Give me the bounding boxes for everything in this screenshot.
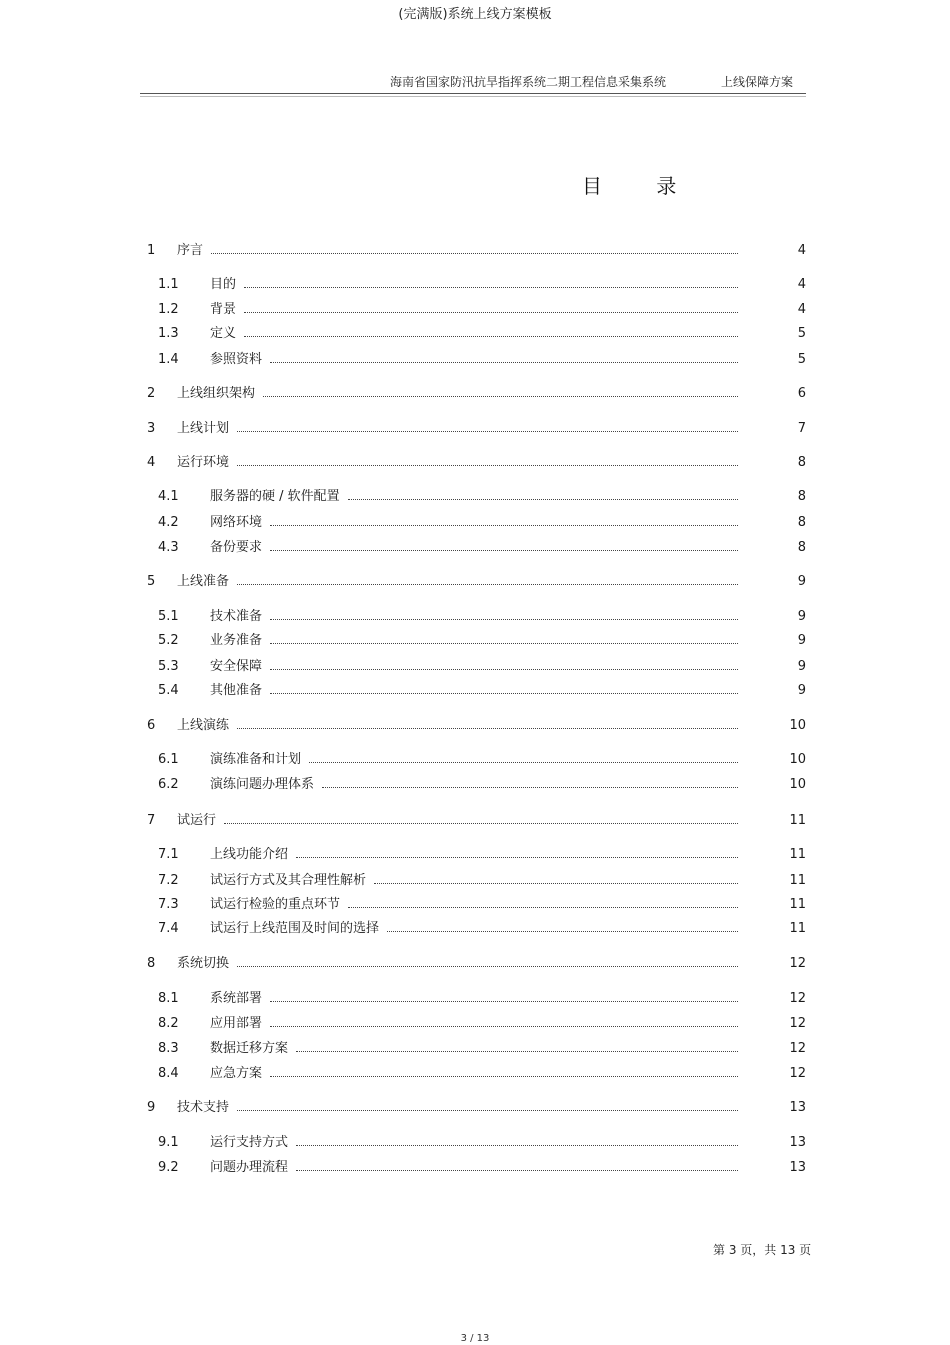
toc-dot-leader — [374, 883, 738, 884]
toc-title: 目 录 — [582, 174, 701, 198]
toc-entry-number: 1 — [147, 243, 156, 258]
toc-dot-leader — [296, 1145, 738, 1146]
toc-entry-title: 数据迁移方案 — [210, 1041, 289, 1056]
toc-entry — [0, 717, 950, 735]
toc-entry-title: 服务器的硬 / 软件配置 — [210, 489, 340, 504]
toc-entry-title: 上线计划 — [177, 421, 230, 436]
toc-dot-leader — [348, 907, 738, 908]
toc-entry — [0, 301, 950, 319]
toc-entry-title: 上线演练 — [177, 718, 230, 733]
toc-entry — [0, 1099, 950, 1117]
document-title: (完满版)系统上线方案模板 — [398, 7, 552, 22]
header-rule-secondary — [140, 96, 806, 97]
toc-dot-leader — [270, 1076, 738, 1077]
toc-entry-title: 备份要求 — [210, 540, 263, 555]
toc-entry — [0, 488, 950, 506]
toc-entry-page: 4 — [797, 302, 806, 317]
toc-entry-title: 应用部署 — [210, 1016, 263, 1031]
toc-dot-leader — [270, 693, 738, 694]
toc-entry-page: 11 — [789, 813, 806, 828]
toc-entry-page: 12 — [789, 1066, 806, 1081]
toc-entry-title: 定义 — [210, 326, 237, 341]
toc-entry-title: 运行环境 — [177, 455, 230, 470]
toc-entry — [0, 242, 950, 260]
toc-entry — [0, 872, 950, 890]
running-header-section: 上线保障方案 — [721, 75, 794, 89]
toc-dot-leader — [244, 336, 738, 337]
toc-entry — [0, 1134, 950, 1152]
toc-entry-title: 目的 — [210, 277, 237, 292]
toc-dot-leader — [309, 762, 738, 763]
toc-entry-number: 7.3 — [158, 897, 179, 912]
toc-entry-number: 7.4 — [158, 921, 179, 936]
toc-entry — [0, 896, 950, 914]
toc-entry-title: 其他准备 — [210, 683, 263, 698]
toc-dot-leader — [244, 312, 738, 313]
toc-entry — [0, 846, 950, 864]
toc-entry-page: 9 — [797, 683, 806, 698]
toc-entry — [0, 776, 950, 794]
toc-entry-title: 安全保障 — [210, 659, 263, 674]
toc-dot-leader — [270, 619, 738, 620]
toc-dot-leader — [237, 1110, 738, 1111]
toc-entry-title: 试运行方式及其合理性解析 — [210, 873, 367, 888]
running-header-project: 海南省国家防汛抗旱指挥系统二期工程信息采集系统 — [390, 75, 667, 89]
toc-entry — [0, 608, 950, 626]
toc-entry-number: 7.2 — [158, 873, 179, 888]
toc-entry-page: 8 — [797, 489, 806, 504]
toc-entry-title: 系统部署 — [210, 991, 263, 1006]
toc-dot-leader — [387, 931, 738, 932]
toc-entry-page: 8 — [797, 540, 806, 555]
toc-entry-page: 6 — [797, 386, 806, 401]
toc-entry-title: 问题办理流程 — [210, 1160, 289, 1175]
page-footer: 第 3 页，共 13 页 — [713, 1243, 812, 1257]
toc-entry — [0, 682, 950, 700]
toc-dot-leader — [244, 287, 738, 288]
toc-entry-page: 9 — [797, 659, 806, 674]
toc-entry-title: 应急方案 — [210, 1066, 263, 1081]
toc-entry-title: 演练准备和计划 — [210, 752, 302, 767]
toc-dot-leader — [237, 465, 738, 466]
toc-entry-number: 4.3 — [158, 540, 179, 555]
toc-entry — [0, 1015, 950, 1033]
toc-entry-page: 10 — [789, 752, 806, 767]
toc-dot-leader — [296, 1051, 738, 1052]
toc-entry — [0, 385, 950, 403]
toc-entry-number: 4 — [147, 455, 156, 470]
toc-entry — [0, 632, 950, 650]
toc-entry — [0, 1065, 950, 1083]
toc-entry-number: 1.2 — [158, 302, 179, 317]
toc-entry — [0, 420, 950, 438]
toc-entry-number: 5.4 — [158, 683, 179, 698]
toc-entry-number: 6.1 — [158, 752, 179, 767]
toc-entry-page: 11 — [789, 921, 806, 936]
toc-entry-page: 12 — [789, 991, 806, 1006]
toc-entry-number: 7 — [147, 813, 156, 828]
toc-entry-number: 4.2 — [158, 515, 179, 530]
toc-entry-number: 3 — [147, 421, 156, 436]
toc-entry-page: 8 — [797, 455, 806, 470]
toc-entry-title: 参照资料 — [210, 352, 263, 367]
toc-entry-title: 序言 — [177, 243, 204, 258]
toc-entry-page: 11 — [789, 897, 806, 912]
pdf-page-indicator: 3 / 13 — [460, 1333, 490, 1344]
toc-entry-page: 10 — [789, 718, 806, 733]
toc-entry — [0, 539, 950, 557]
header-rule — [140, 93, 806, 94]
toc-entry — [0, 990, 950, 1008]
toc-entry — [0, 325, 950, 343]
toc-entry-number: 6.2 — [158, 777, 179, 792]
toc-entry-number: 6 — [147, 718, 156, 733]
toc-entry-number: 1.3 — [158, 326, 179, 341]
toc-entry — [0, 1040, 950, 1058]
toc-dot-leader — [270, 669, 738, 670]
toc-entry — [0, 920, 950, 938]
toc-entry-page: 9 — [797, 574, 806, 589]
toc-entry — [0, 751, 950, 769]
toc-entry-page: 13 — [789, 1160, 806, 1175]
toc-dot-leader — [270, 1001, 738, 1002]
toc-dot-leader — [263, 396, 738, 397]
toc-entry-page: 5 — [797, 352, 806, 367]
toc-dot-leader — [322, 787, 738, 788]
toc-entry-number: 8.3 — [158, 1041, 179, 1056]
toc-entry-title: 网络环境 — [210, 515, 263, 530]
toc-entry-number: 8.1 — [158, 991, 179, 1006]
toc-entry-number: 9 — [147, 1100, 156, 1115]
toc-dot-leader — [211, 253, 738, 254]
toc-entry-title: 上线组织架构 — [177, 386, 256, 401]
toc-entry-number: 7.1 — [158, 847, 179, 862]
toc-entry-title: 试运行上线范围及时间的选择 — [210, 921, 380, 936]
toc-dot-leader — [237, 584, 738, 585]
toc-entry-number: 5.3 — [158, 659, 179, 674]
toc-dot-leader — [296, 857, 738, 858]
toc-dot-leader — [296, 1170, 738, 1171]
toc-entry — [0, 351, 950, 369]
toc-entry — [0, 573, 950, 591]
toc-entry-title: 技术准备 — [210, 609, 263, 624]
toc-entry-number: 8.2 — [158, 1016, 179, 1031]
toc-entry-title: 上线功能介绍 — [210, 847, 289, 862]
toc-entry-title: 技术支持 — [177, 1100, 230, 1115]
toc-entry-page: 8 — [797, 515, 806, 530]
toc-dot-leader — [237, 431, 738, 432]
toc-entry-page: 9 — [797, 609, 806, 624]
toc-entry-number: 5.1 — [158, 609, 179, 624]
toc-entry-page: 4 — [797, 277, 806, 292]
toc-entry-number: 5 — [147, 574, 156, 589]
toc-dot-leader — [270, 550, 738, 551]
toc-dot-leader — [270, 525, 738, 526]
toc-entry-number: 4.1 — [158, 489, 179, 504]
toc-dot-leader — [270, 362, 738, 363]
toc-entry-page: 11 — [789, 847, 806, 862]
toc-entry-page: 11 — [789, 873, 806, 888]
toc-dot-leader — [270, 1026, 738, 1027]
toc-entry-page: 13 — [789, 1100, 806, 1115]
toc-dot-leader — [224, 823, 738, 824]
toc-entry-title: 业务准备 — [210, 633, 263, 648]
toc-entry-page: 12 — [789, 1041, 806, 1056]
toc-entry-number: 1.1 — [158, 277, 179, 292]
toc-dot-leader — [348, 499, 738, 500]
toc-entry — [0, 1159, 950, 1177]
toc-entry-number: 9.2 — [158, 1160, 179, 1175]
toc-entry-page: 12 — [789, 1016, 806, 1031]
toc-entry-number: 1.4 — [158, 352, 179, 367]
toc-entry — [0, 658, 950, 676]
toc-entry-title: 演练问题办理体系 — [210, 777, 315, 792]
toc-dot-leader — [237, 728, 738, 729]
toc-entry-page: 10 — [789, 777, 806, 792]
toc-dot-leader — [237, 966, 738, 967]
toc-entry-number: 5.2 — [158, 633, 179, 648]
toc-entry-page: 12 — [789, 956, 806, 971]
toc-entry — [0, 812, 950, 830]
toc-entry-title: 运行支持方式 — [210, 1135, 289, 1150]
toc-entry-page: 7 — [797, 421, 806, 436]
toc-entry-page: 13 — [789, 1135, 806, 1150]
toc-entry-number: 8.4 — [158, 1066, 179, 1081]
toc-entry — [0, 276, 950, 294]
toc-entry-title: 系统切换 — [177, 956, 230, 971]
toc-entry-number: 9.1 — [158, 1135, 179, 1150]
toc-entry-number: 2 — [147, 386, 156, 401]
toc-entry-page: 9 — [797, 633, 806, 648]
toc-entry — [0, 454, 950, 472]
toc-entry-title: 试运行 — [177, 813, 217, 828]
toc-entry-title: 背景 — [210, 302, 237, 317]
toc-entry-page: 5 — [797, 326, 806, 341]
toc-entry-title: 上线准备 — [177, 574, 230, 589]
toc-dot-leader — [270, 643, 738, 644]
toc-entry-title: 试运行检验的重点环节 — [210, 897, 341, 912]
toc-entry-page: 4 — [797, 243, 806, 258]
toc-entry — [0, 514, 950, 532]
toc-entry — [0, 955, 950, 973]
toc-entry-number: 8 — [147, 956, 156, 971]
